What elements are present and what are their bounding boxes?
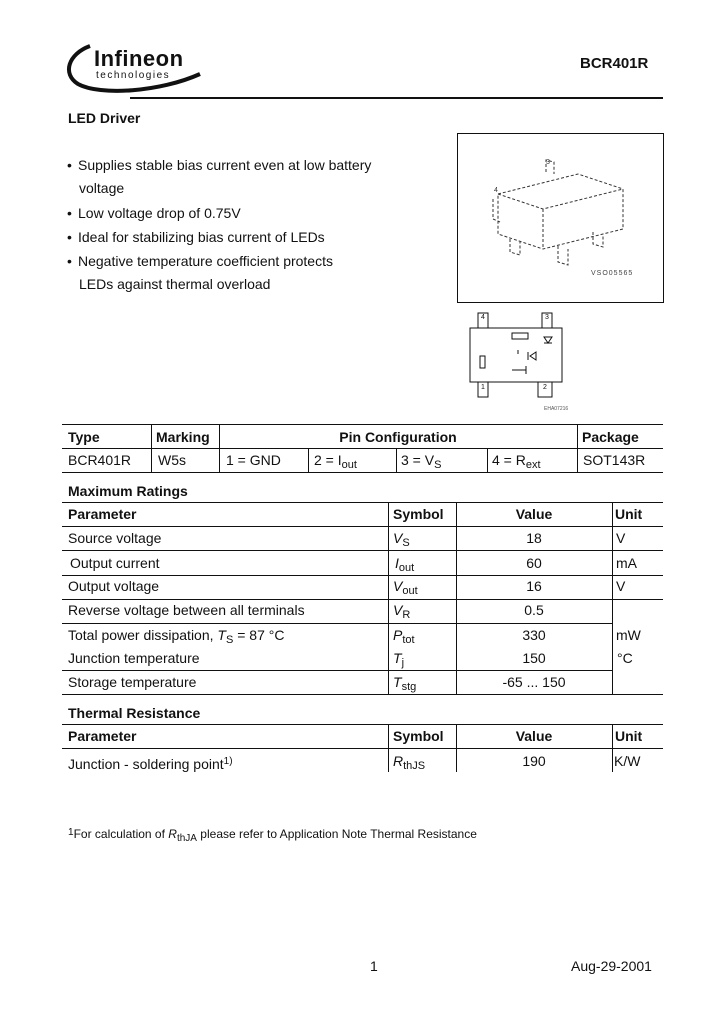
feature-item: • Ideal for stabilizing bias current of LEDs (78, 229, 325, 246)
feature-item-continued: LEDs against thermal overload (79, 276, 271, 292)
table-row-value: 60 (526, 555, 542, 571)
feature-item-continued: voltage (79, 180, 125, 196)
param-header: Parameter (68, 506, 137, 522)
table-row-symbol: $T_j$ (393, 650, 405, 669)
table-row-param: Storage temperature (68, 674, 197, 690)
table-row-value: 150 (522, 650, 546, 666)
table-row-symbol: $I_{out}$ (395, 555, 415, 574)
table-row-unit: V (616, 578, 626, 594)
package-drawing-code: VSO05565 (591, 270, 634, 277)
pin-label: 2 (543, 384, 547, 391)
unit-header: Unit (615, 728, 643, 744)
page-title: LED Driver (68, 110, 141, 126)
table-row-param: Junction temperature (68, 650, 200, 666)
logo-subtitle: technologies (96, 70, 171, 81)
table-row-unit: mW (616, 627, 641, 643)
pin-config-header: Pin Configuration (339, 429, 457, 445)
table-row-symbol: $P_{tot}$ (393, 627, 415, 646)
table-row-param: Source voltage (68, 530, 162, 546)
pin-label: 1 (481, 384, 485, 391)
marking-header: Marking (156, 429, 210, 445)
table-row-param: Junction - soldering point$^{1)}$ (68, 756, 233, 772)
package-value: SOT143R (583, 452, 646, 468)
table-row-symbol: $V_{out}$ (393, 578, 418, 597)
param-header: Parameter (68, 728, 137, 744)
table-row-unit: °C (617, 650, 633, 666)
table-row-value: 190 (522, 753, 546, 769)
svg-text:4: 4 (494, 187, 498, 194)
header-rule (130, 97, 663, 99)
value-header: Value (515, 506, 553, 522)
part-number: BCR401R (580, 55, 649, 72)
max-ratings-title: Maximum Ratings (68, 483, 188, 499)
feature-item: • Supplies stable bias current even at low battery (78, 157, 371, 174)
table-row-unit: mA (616, 555, 637, 571)
pinout-code: EHA07216 (544, 406, 569, 412)
table-row-param: Total power dissipation, $T_S = 87$ °C (68, 627, 285, 646)
pin4-value: $4 = R_{ext}$ (492, 452, 541, 471)
feature-item: • Negative temperature coefficient protects (78, 253, 333, 270)
value-header: Value (515, 728, 553, 744)
type-value: BCR401R (68, 452, 132, 468)
page-number: 1 (370, 958, 378, 974)
package-header: Package (582, 429, 639, 445)
pin-label: 3 (545, 314, 549, 321)
table-row-param: Reverse voltage between all terminals (68, 602, 305, 618)
feature-item: • Low voltage drop of 0.75V (78, 205, 241, 222)
pinout-schematic-icon (460, 310, 570, 415)
pinout-diagram (460, 310, 570, 415)
table-row-symbol: $V_R$ (393, 602, 411, 621)
package-drawing (457, 133, 664, 303)
pin1-value: 1 = GND (226, 452, 281, 468)
revision-date: Aug-29-2001 (571, 958, 652, 974)
svg-text:3: 3 (546, 159, 550, 166)
table-row-unit: V (616, 530, 626, 546)
type-header: Type (68, 429, 100, 445)
thermal-title: Thermal Resistance (68, 705, 201, 721)
pin2-value: $2 = I_{out}$ (314, 452, 357, 471)
logo-name: Infineon (94, 46, 184, 71)
company-logo (60, 40, 202, 98)
footnote: $^1$For calculation of $R_{thJA}$ please refer to Application Note Thermal Resistance (68, 827, 477, 844)
table-row-value: 330 (522, 627, 546, 643)
table-row-value: -65 ... 150 (502, 674, 566, 690)
table-row-value: 16 (526, 578, 542, 594)
table-row-value: 18 (526, 530, 542, 546)
pin3-value: $3 = V_S$ (401, 452, 442, 471)
unit-header: Unit (615, 506, 643, 522)
marking-value: W5s (158, 452, 186, 468)
pin-label: 4 (481, 314, 485, 321)
table-row-unit: K/W (614, 753, 641, 769)
table-row-symbol: $T_{stg}$ (393, 674, 417, 693)
table-row-param: Output current (70, 555, 160, 571)
table-row-param: Output voltage (68, 578, 160, 594)
table-row-value: 0.5 (524, 602, 544, 618)
table-row-symbol: $V_S$ (393, 530, 410, 549)
table-row-symbol: $R_{thJS}$ (393, 753, 426, 772)
symbol-header: Symbol (393, 728, 444, 744)
symbol-header: Symbol (393, 506, 444, 522)
